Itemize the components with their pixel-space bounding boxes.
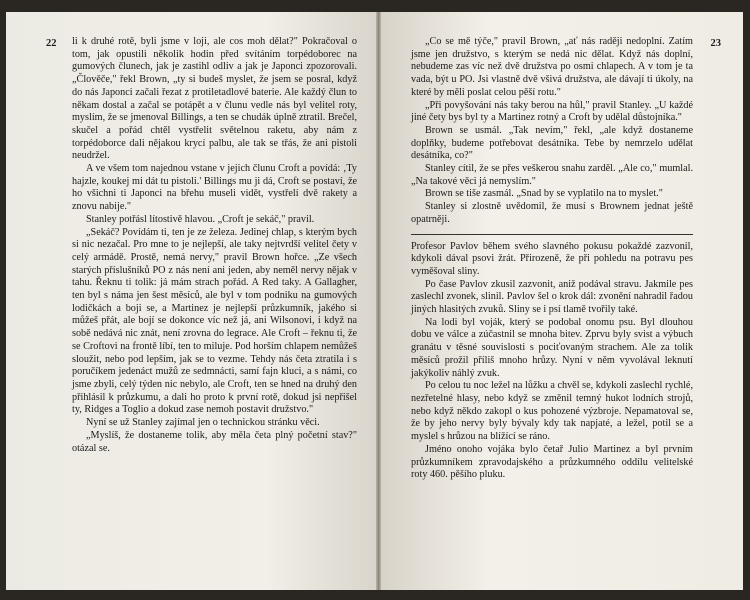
- paragraph: Profesor Pavlov během svého slavného pokusu pokaždé zazvonil, kdykoli dával psovi žrát. Přirozeně, že při pohledu na potravu pes vyměšoval sliny.: [411, 240, 693, 277]
- right-page: [381, 12, 743, 590]
- paragraph: Stanley potřásl lítostivě hlavou. „Croft je sekáč," pravil.: [86, 213, 315, 225]
- paragraph: Nyní se už Stanley zajímal jen o technickou stránku věci.: [86, 417, 320, 429]
- paragraph: Jméno onoho vojáka bylo četař Julio Martinez a byl prvním průzkumníkem zpravodajského a průzkumného oddílu velitelské roty 460. pěšího pluku.: [411, 443, 693, 481]
- paragraph: A ve všem tom najednou vstane v jejich člunu Croft a povídá: ‚Ty hajzle, koukej mi dát tu pistoli.' Billings mu ji dá, Croft se postaví, že ho všichni ti Japonci na břehu museli vidět, vystřelí dvě rakety a znovu nabije.": [72, 163, 357, 213]
- left-page-text: [72, 36, 357, 455]
- page-number-right: 23: [710, 38, 721, 49]
- paragraph: Po celou tu noc ležel na lůžku a chvěl se, kdykoli zaslechl rychlé, nezřetelné hlasy, nebo když se změnil temný hukot lodních strojů, nebo když někdo zakopl o kus pohozené výzbroje. Nepamatoval se, že by jeho nervy byly bývaly kdy tak napjaté, a ležel, potil se a myslel s hrůzou na blížící se ráno.: [411, 380, 693, 443]
- left-page: [6, 12, 376, 590]
- paragraph: „Myslíš, že dostaneme tolik, aby měla četa plný početní stav?" otázal se.: [72, 429, 357, 454]
- paragraph: Na lodi byl voják, který se podobal onomu psu. Byl dlouhou dobu ve válce a zúčastnil se mnoha bitev. Zprvu byly svist a výbuch granátu v těsné souvislosti s pociťovaným strachem. Ale za tolik měsíců prožil příliš mnoho hrůzy. Nyní v něm vyvolával leknutí jakýkoliv náhlý zvuk.: [411, 316, 693, 379]
- paragraph: „Sekáč? Povídám ti, ten je ze železa. Jedinej chlap, s kterým bych si nic nezačal. Pro mne to je nejlepší, ale taky nejtvrdší velitel čety v celý armádě. Prostě, nemá nervy," pravil Brown hořce. „Ze všech starých příslušníků PO z nás není ani jeden, aby neměl nervy nějak v tahu. Řeknu ti tolik: já mám strach pořád. A Red taky. A Gallagher, ten byl s náma jen šest měsíců, ale byl v tom podniku na gumových lodičkách a boji se, a Martinez je nejlepší průzkumník, jakého si můžeš přát, ale bojí se dokonce víc než já, ani Wilsonovi, i když na sobě nedává nic znát, není zrovna do legrace. Ale Croft – řeknu ti, že se Croftovi na frontě líbí, ten to miluje. Pod horším chlapem nemůžeš sloužit, nebo pod lepším, jak se to vezme. Tehdy nás četa ztratila i s poručíkem jedenáct mužů ze sedmnácti, samí fajn kluci, a s námi, co jsme zbyli, celý týden nic nebylo, ale Croft, ten se hned na druhý den přihlásil k průzkumu, a dali ho proto k první rotě, dokud jsi nepřišel ty, Ridges a Toglio a dokud zase nemoh postavit družstvo.": [72, 226, 357, 416]
- paragraph: Po čase Pavlov zkusil zazvonit, aniž podával stravu. Jakmile pes zaslechl zvonek, slinil. Pavlov šel o krok dál: zvonění nahradil řadou jiných hlasitých zvuků. Sliny se i psí tlamě tvořily také.: [411, 278, 693, 316]
- paragraph: Brown se usmál. „Tak nevím," řekl, „ale když dostaneme doplňky, budeme potřebovat desátníka. Tebe by nemrzelo udělat desátníka, co?": [411, 124, 693, 162]
- paragraph: „Co se mě týče," pravil Brown, „ať nás raději nedoplní. Zatím jsme jen družstvo, s kterým se nedá nic dělat. Když nás doplní, nebudeme zas víc než dvě družstva po osmi chlapech. A v tom je ta vada, být u PO. Jsi vlastně dvě všivá družstva, ale dávají ti úkoly, na které by měli poslat celou pěší rotu.": [411, 36, 693, 98]
- paragraph: Stanley cítil, že se přes veškerou snahu zarděl. „Ale co," mumlal. „Na takové věci já nemyslím.": [411, 163, 693, 187]
- paragraph: „Při povyšování nás taky berou na hůl," pravil Stanley. „U každé jiné čety bys byl ty a Martinez rotný a Croft by udělal důstojníka.": [411, 99, 693, 124]
- paragraph: Brown se tiše zasmál. „Snad by se vyplatilo na to myslet.": [425, 188, 663, 200]
- paragraph: li k druhé rotě, byli jsme v loji, ale cos moh dělat?" Pokračoval o tom, jak opustili několik hodin před svítáním torpédoborec na gumových člunech, jak je zastihl odliv a jak je Japonci zpozorovali. „Člověče," řekl Brown, „ty si budeš myslet, že jsem se posral, když do nás Japonci začali řezat z protiletadlové baterie. Ale každý člun to někam dostal a začal se potápět a v člunu vedle nás byl velitel roty, myslím, že se jmenoval Billings, a ten se chudák úplně ztratil. Brečel, skučel a pořád chtěl vystřelit světelnou raketu, aby nám z torpédoborce dali nějakou krycí palbu, ale tak se třás, že ani pistoli neudržel.: [72, 36, 357, 162]
- right-page-text: [411, 36, 693, 482]
- section-divider: [411, 234, 693, 235]
- paragraph: Stanley si zlostně uvědomil, že musí s Brownem jednat ještě opatrněji.: [411, 201, 693, 225]
- page-number-left: 22: [46, 38, 57, 49]
